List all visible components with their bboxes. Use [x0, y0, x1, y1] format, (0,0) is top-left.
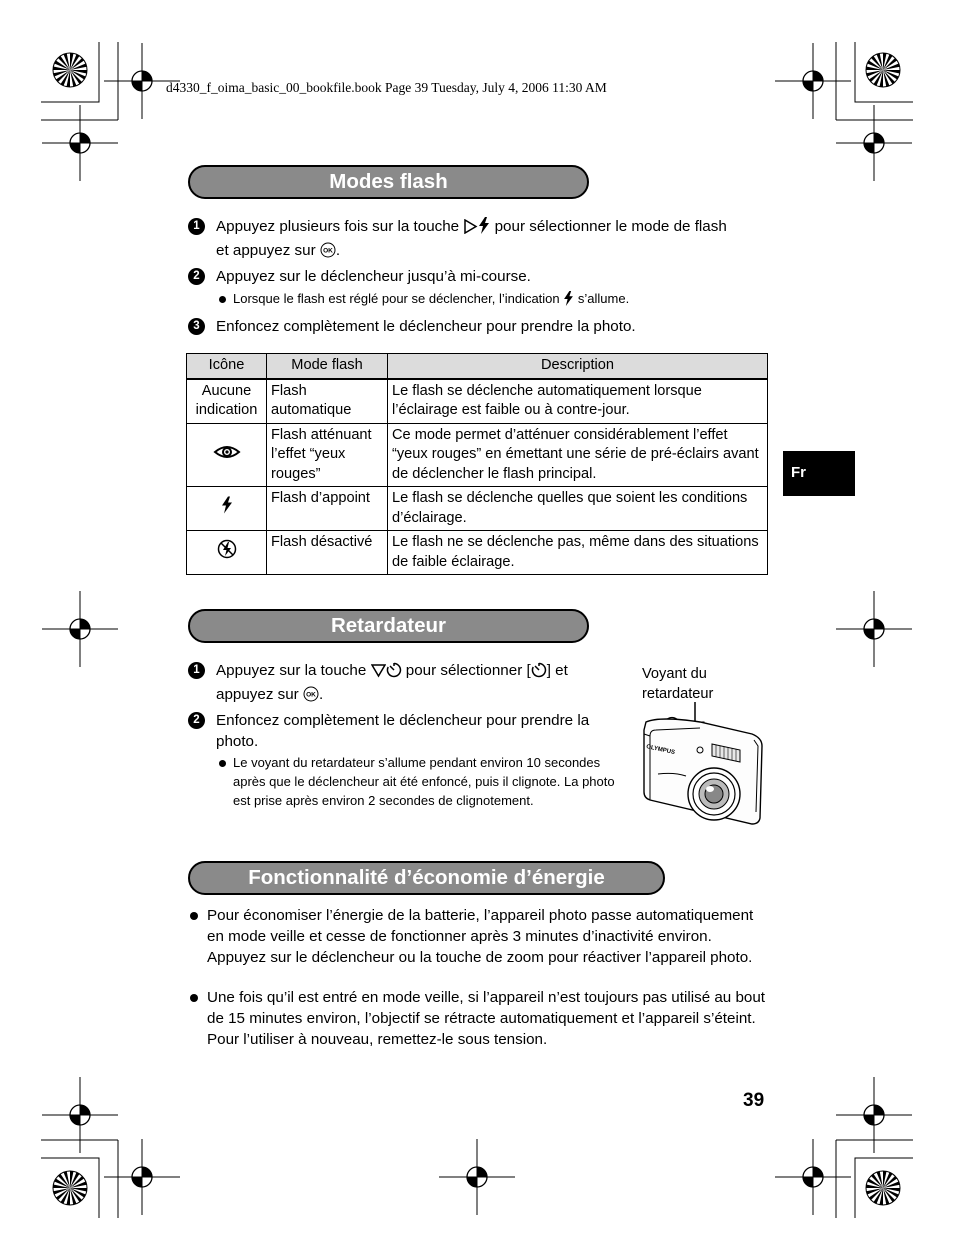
self-timer-icon [531, 662, 547, 685]
table-cell-icon [187, 531, 267, 575]
table-cell-icon [187, 423, 267, 487]
table-cell-mode: Flash d’appoint [267, 487, 388, 531]
step-number-2: 2 [188, 712, 205, 729]
bullet-dot [219, 760, 226, 767]
flash-off-icon [217, 547, 237, 563]
language-tab-fr: Fr [783, 451, 855, 496]
ok-button-icon [320, 242, 336, 265]
red-eye-icon [213, 448, 241, 464]
flash-icon [563, 291, 574, 312]
flash-step-1-text: Appuyez plusieurs fois sur la touche pour sélectionner le mode de flash et appuyez sur OK . [216, 217, 776, 264]
flash-modes-table [186, 353, 768, 575]
timer-step-2-text: Enfoncez complètement le déclencheur pour prendre la photo. [216, 712, 590, 750]
table-cell-mode: Flash atténuant l’effet “yeux rouges” [267, 423, 388, 487]
svg-text:OK: OK [306, 691, 316, 698]
table-cell-description: Le flash se déclenche quelles que soient les conditions d’éclairage. [388, 487, 768, 531]
camera-illustration [640, 700, 766, 828]
bullet-dot [190, 912, 198, 920]
down-arrow-icon [371, 663, 386, 685]
bullet-dot [219, 296, 226, 303]
timer-step-1-text: Appuyez sur la touche pour sélectionner [ ] et appuyez sur OK . [216, 661, 626, 708]
table-row [187, 487, 768, 531]
table-cell-mode: Flash désactivé [267, 531, 388, 575]
section-title-flash-text: Modes flash [329, 170, 448, 193]
flash-step-2-text: Appuyez sur le déclencheur jusqu’à mi-course. [216, 268, 531, 285]
step-number-3: 3 [188, 318, 205, 335]
table-row [187, 531, 768, 575]
flash-icon [478, 217, 490, 241]
step-number-1: 1 [188, 218, 205, 235]
ok-button-icon [303, 686, 319, 709]
table-row [187, 379, 768, 424]
svg-text:OK: OK [322, 247, 333, 254]
flash-step-3-text: Enfoncez complètement le déclencheur pour prendre la photo. [216, 318, 636, 335]
print-slug-line: d4330_f_oima_basic_00_bookfile.book Page 39 Tuesday, July 4, 2006 11:30 AM [166, 80, 607, 95]
table-cell-description: Le flash se déclenche automatiquement lorsque l’éclairage est faible ou à contre-jour. [388, 379, 768, 424]
right-arrow-icon [463, 219, 478, 241]
section-title-timer-text: Retardateur [330, 614, 447, 637]
table-cell-description: Le flash ne se déclenche pas, même dans des situations de faible éclairage. [388, 531, 768, 575]
step-number-1: 1 [188, 662, 205, 679]
table-header-mode: Mode flash [267, 354, 388, 379]
self-timer-lamp-caption: Voyant du retardateur [642, 666, 714, 702]
table-row [187, 423, 768, 487]
table-cell-icon [187, 487, 267, 531]
self-timer-icon [386, 662, 402, 685]
table-header-row [187, 354, 768, 379]
page-number: 39 [743, 1090, 765, 1111]
section-title-flash [188, 165, 589, 199]
section-title-timer [188, 609, 589, 643]
table-cell-icon-text: Aucune indication [187, 379, 267, 424]
camera-brand-text: OLYMPUS [645, 744, 676, 757]
table-header-icon: Icône [187, 354, 267, 379]
section-title-power-saving [188, 861, 665, 895]
table-header-description: Description [388, 354, 768, 379]
step-number-2: 2 [188, 268, 205, 285]
section-title-power-saving-text: Fonctionnalité d’économie d’énergie [248, 866, 605, 889]
table-cell-description: Ce mode permet d’atténuer considérablement l’effet “yeux rouges” en émettant une série de pré-éclairs avant de déclencher le flash principal. [388, 423, 768, 487]
table-cell-mode: Flash automatique [267, 379, 388, 424]
flash-icon [221, 502, 233, 518]
bullet-dot [190, 994, 198, 1002]
